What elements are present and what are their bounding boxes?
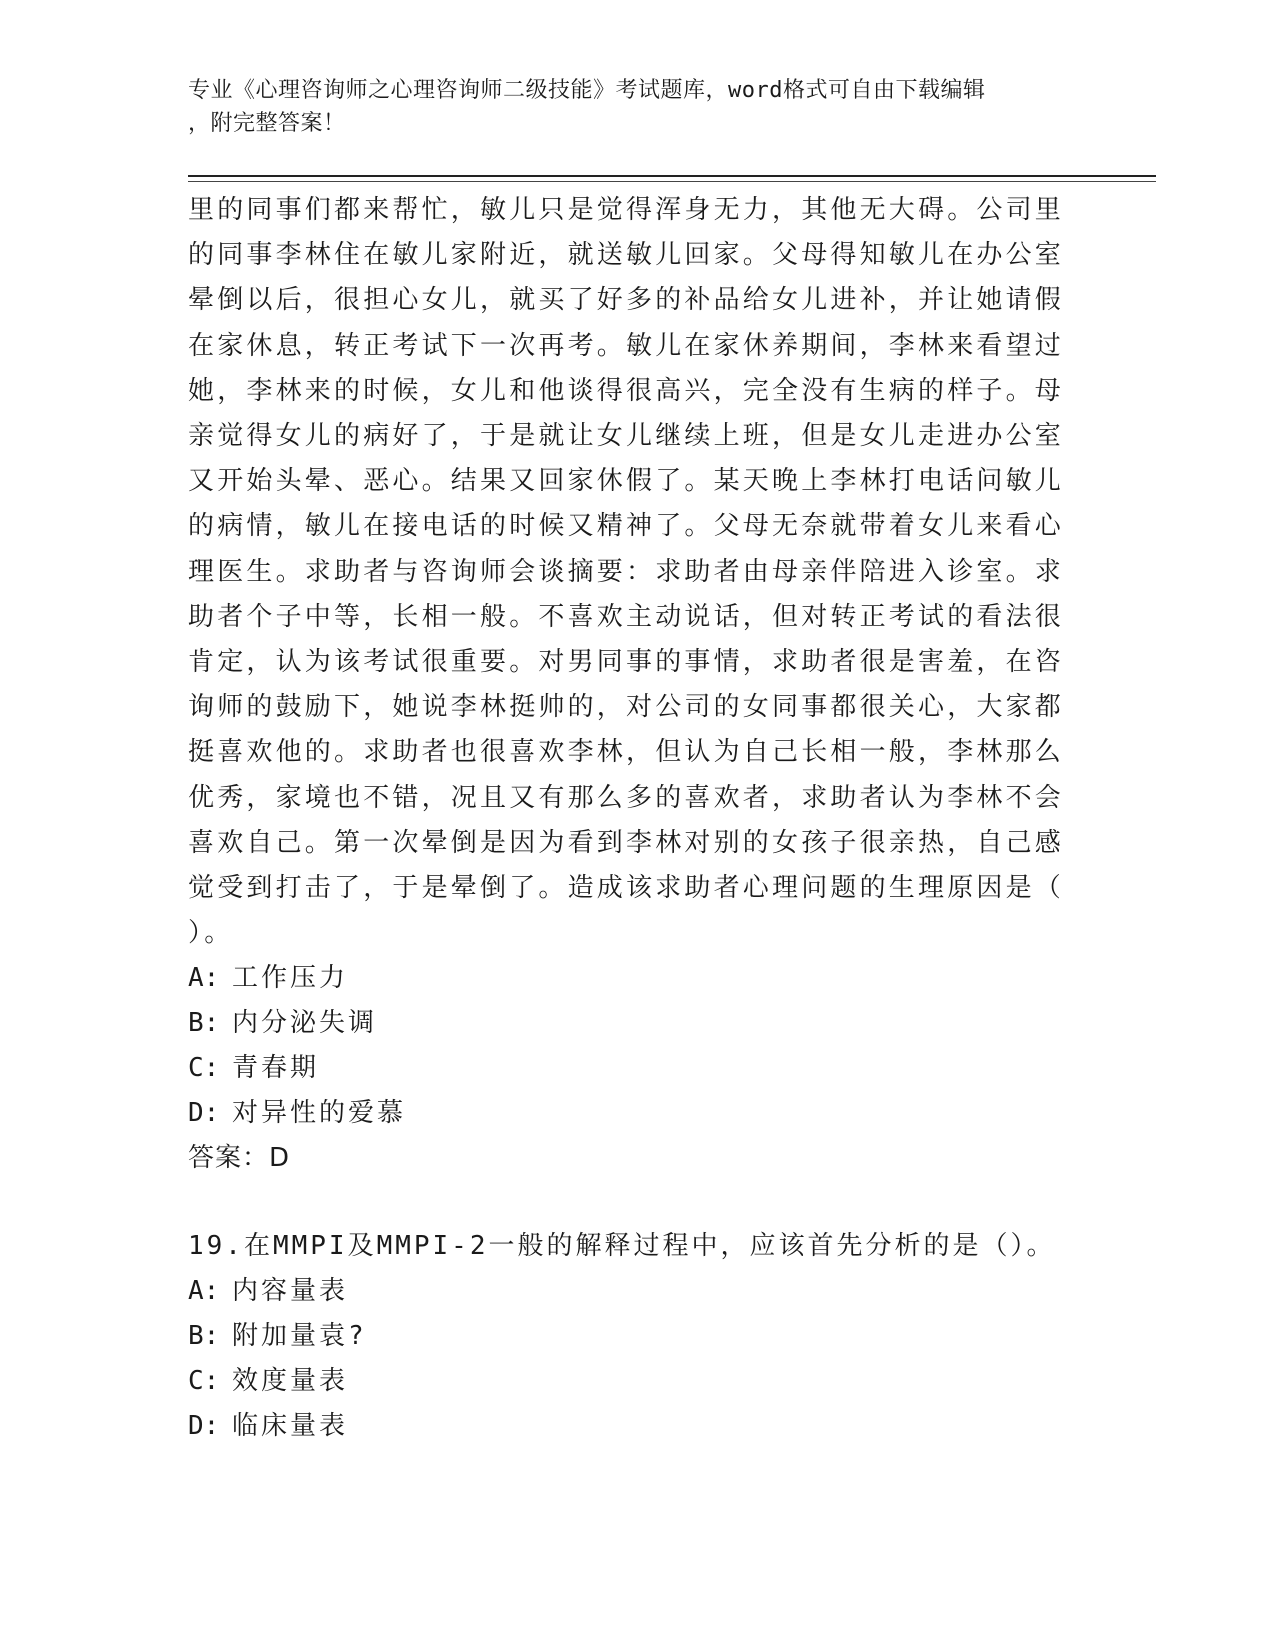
option-text: 工作压力 bbox=[232, 963, 349, 994]
passage-line: 亲觉得女儿的病好了，于是就让女儿继续上班，但是女儿走进办公室 bbox=[188, 421, 1065, 452]
option-text: 青春期 bbox=[232, 1053, 320, 1084]
passage-line: 肯定，认为该考试很重要。对男同事的事情，求助者很是害羞，在咨 bbox=[188, 647, 1065, 678]
passage-line: 觉受到打击了，于是晕倒了。造成该求助者心理问题的生理原因是（ bbox=[188, 873, 1065, 904]
option-a bbox=[188, 956, 1078, 1001]
option-text: 临床量表 bbox=[232, 1411, 349, 1442]
passage-line: 挺喜欢他的。求助者也很喜欢李林，但认为自己长相一般，李林那么 bbox=[188, 737, 1065, 768]
header-rule-thin bbox=[188, 181, 1156, 182]
passage-line: ）。 bbox=[188, 918, 234, 949]
question-18-passage bbox=[188, 188, 1078, 956]
option-c bbox=[188, 1046, 1078, 1091]
option-b bbox=[188, 1314, 1078, 1359]
passage-line: 的同事李林住在敏儿家附近，就送敏儿回家。父母得知敏儿在办公室 bbox=[188, 240, 1065, 271]
passage-line: 晕倒以后，很担心女儿，就买了好多的补品给女儿进补，并让她请假 bbox=[188, 285, 1065, 316]
option-text: 效度量表 bbox=[232, 1366, 349, 1397]
passage-line: 询师的鼓励下，她说李林挺帅的，对公司的女同事都很关心，大家都 bbox=[188, 692, 1065, 723]
option-text: 对异性的爱慕 bbox=[232, 1098, 407, 1129]
option-letter: A: bbox=[188, 963, 220, 994]
option-text: 内容量表 bbox=[232, 1276, 349, 1307]
passage-line: 的病情，敏儿在接电话的时候又精神了。父母无奈就带着女儿来看心 bbox=[188, 511, 1065, 542]
option-c bbox=[188, 1359, 1078, 1404]
passage-line: 里的同事们都来帮忙，敏儿只是觉得浑身无力，其他无大碍。公司里 bbox=[188, 195, 1065, 225]
passage-line: 在家休息，转正考试下一次再考。敏儿在家休养期间，李林来看望过 bbox=[188, 330, 1065, 361]
passage-line: 助者个子中等，长相一般。不喜欢主动说话，但对转正考试的看法很 bbox=[188, 601, 1065, 632]
option-letter: D: bbox=[188, 1098, 220, 1129]
option-d bbox=[188, 1091, 1078, 1136]
option-letter: C: bbox=[188, 1053, 220, 1084]
option-letter: D: bbox=[188, 1411, 220, 1442]
option-text: 内分泌失调 bbox=[232, 1008, 378, 1039]
header-rule-thick bbox=[188, 175, 1156, 177]
option-letter: B: bbox=[188, 1008, 220, 1039]
option-text: 附加量袁? bbox=[232, 1321, 367, 1352]
passage-line: 喜欢自己。第一次晕倒是因为看到李林对别的女孩子很亲热，自己感 bbox=[188, 827, 1065, 858]
option-b bbox=[188, 1001, 1078, 1046]
option-d bbox=[188, 1404, 1078, 1449]
option-letter: B: bbox=[188, 1321, 220, 1352]
question-19-stem: 19.在MMPI及MMPI-2一般的解释过程中，应该首先分析的是（）。 bbox=[188, 1231, 1056, 1262]
question-18-answer: 答案：D bbox=[188, 1143, 291, 1174]
option-a bbox=[188, 1269, 1078, 1314]
header-line-2: ，附完整答案！ bbox=[188, 111, 346, 136]
header-line-1: 专业《心理咨询师之心理咨询师二级技能》考试题库，word格式可自由下载编辑 bbox=[188, 78, 986, 103]
passage-line: 理医生。求助者与咨询师会谈摘要：求助者由母亲伴陪进入诊室。求 bbox=[188, 556, 1065, 587]
document-body bbox=[188, 188, 1078, 1449]
passage-line: 她，李林来的时候，女儿和他谈得很高兴，完全没有生病的样子。母 bbox=[188, 375, 1065, 406]
document-header bbox=[188, 74, 1088, 140]
option-letter: C: bbox=[188, 1366, 220, 1397]
question-18-options bbox=[188, 956, 1078, 1136]
passage-line: 又开始头晕、恶心。结果又回家休假了。某天晚上李林打电话问敏儿 bbox=[188, 466, 1065, 497]
passage-line: 优秀，家境也不错，况且又有那么多的喜欢者，求助者认为李林不会 bbox=[188, 782, 1065, 813]
option-letter: A: bbox=[188, 1276, 220, 1307]
question-19-options bbox=[188, 1269, 1078, 1449]
